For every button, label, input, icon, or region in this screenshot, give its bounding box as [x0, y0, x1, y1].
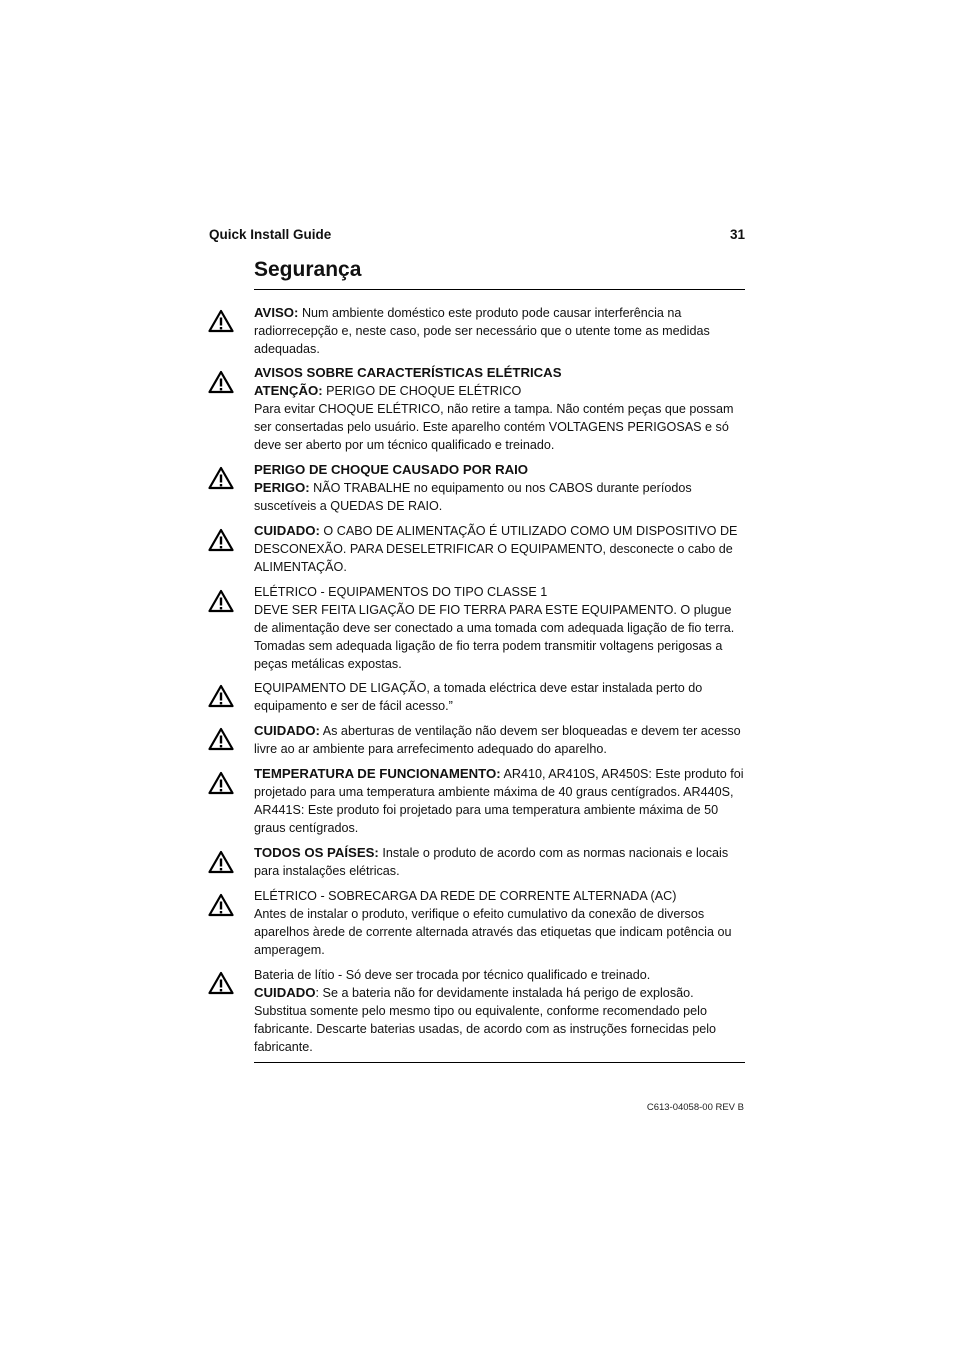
warning-item: [254, 887, 745, 959]
section-title: Segurança: [254, 258, 362, 281]
warning-text: ELÉTRICO - SOBRECARGA DA REDE DE CORRENTE ALTERNADA (AC): [254, 889, 677, 903]
warning-label: PERIGO DE CHOQUE CAUSADO POR RAIO: [254, 462, 529, 477]
title-rule: [254, 289, 745, 290]
warning-text: Bateria de lítio - Só deve ser trocada por técnico qualificado e treinado.: [254, 968, 651, 982]
warning-item: [254, 722, 745, 758]
warning-item: [254, 364, 745, 454]
warning-paragraph: [254, 382, 745, 400]
warning-triangle-icon: [208, 850, 234, 874]
warning-paragraph: [254, 966, 745, 984]
warning-triangle-icon: [208, 309, 234, 333]
warning-triangle-icon: [208, 528, 234, 552]
warning-paragraph: [254, 984, 745, 1056]
warning-text: NÃO TRABALHE no equipamento ou nos CABOS durante períodos suscetíveis a QUEDAS DE RAIO.: [254, 481, 692, 513]
warning-paragraph: [254, 905, 745, 959]
warning-paragraph: [254, 479, 745, 515]
warning-paragraph: [254, 304, 745, 358]
warning-text: O CABO DE ALIMENTAÇÃO É UTILIZADO COMO UM DISPOSITIVO DE DESCONEXÃO. PARA DESELETRIFICAR O EQUIPAMENTO, desconecte o cabo de ALIMENTAÇÃO.: [254, 524, 738, 574]
warning-text: Para evitar CHOQUE ELÉTRICO, não retire a tampa. Não contém peças que possam ser consertadas pelo usuário. Este aparelho contém VOLTAGENS PERIGOSAS e só deve ser aberto por um técnico qualificado e treinado.: [254, 402, 734, 452]
warning-item: [254, 304, 745, 358]
warning-item: [254, 583, 745, 673]
warning-triangle-icon: [208, 971, 234, 995]
warning-paragraph: [254, 583, 745, 601]
warning-paragraph: [254, 400, 745, 454]
warning-label: AVISOS SOBRE CARACTERÍSTICAS ELÉTRICAS: [254, 365, 562, 380]
warning-label: TODOS OS PAÍSES:: [254, 845, 379, 860]
warning-paragraph: [254, 722, 745, 758]
warning-item: [254, 679, 745, 715]
warning-text: Num ambiente doméstico este produto pode causar interferência na radiorrecepção e, neste caso, pode ser necessário que o utente tome as medidas adequadas.: [254, 306, 710, 356]
warning-paragraph: [254, 461, 745, 479]
warning-text: Instale o produto de acordo com as normas nacionais e locais para instalações elétricas.: [254, 846, 729, 878]
warning-label: PERIGO:: [254, 480, 310, 495]
warning-label: CUIDADO:: [254, 723, 320, 738]
document-code: C613-04058-00 REV B: [646, 1102, 744, 1113]
warning-item: [254, 844, 745, 880]
warning-label: TEMPERATURA DE FUNCIONAMENTO:: [254, 766, 501, 781]
warning-text: Antes de instalar o produto, verifique o efeito cumulativo da conexão de diversos aparelhos àrede de corrente alternada através das etiquetas que indicam potência ou amperagem.: [254, 907, 732, 957]
warning-text: As aberturas de ventilação não devem ser bloqueadas e devem ter acesso livre ao ar ambiente para arrefecimento adequado do aparelho.: [254, 724, 741, 756]
warning-paragraph: [254, 522, 745, 576]
warning-triangle-icon: [208, 771, 234, 795]
warning-text: DEVE SER FEITA LIGAÇÃO DE FIO TERRA PARA ESTE EQUIPAMENTO. O plugue de alimentação deve ser conectado a uma tomada com adequada ligação de fio terra. Tomadas sem adequada ligação de fio terra podem transmitir voltagens perigosas a peças metálicas expostas.: [254, 603, 735, 671]
warning-label: CUIDADO:: [254, 523, 320, 538]
warning-triangle-icon: [208, 466, 234, 490]
warning-triangle-icon: [208, 684, 234, 708]
warning-triangle-icon: [208, 893, 234, 917]
warning-triangle-icon: [208, 370, 234, 394]
warning-item: [254, 522, 745, 576]
warning-item: [254, 966, 745, 1056]
warning-item: [254, 765, 745, 837]
warning-item: [254, 461, 745, 515]
warning-text: AR410, AR410S, AR450S: Este produto foi projetado para uma temperatura ambiente máxima de 40 graus centígrados. AR440S, AR441S: Este produto foi projetado para uma temperatura ambiente máxima de 50 graus centígrados.: [254, 767, 744, 835]
warning-text: PERIGO DE CHOQUE ELÉTRICO: [322, 384, 522, 398]
page-header: [209, 227, 745, 247]
warning-paragraph: [254, 364, 745, 382]
warning-triangle-icon: [208, 727, 234, 751]
warning-label: CUIDADO: [254, 985, 316, 1000]
warning-paragraph: [254, 679, 745, 715]
warning-paragraph: [254, 765, 745, 837]
warning-text: EQUIPAMENTO DE LIGAÇÃO, a tomada eléctrica deve estar instalada perto do equipamento e ser de fácil acesso.”: [254, 681, 703, 713]
warning-paragraph: [254, 601, 745, 673]
guide-title: Quick Install Guide: [209, 227, 332, 242]
warning-label: AVISO:: [254, 305, 299, 320]
warning-triangle-icon: [208, 589, 234, 613]
warning-label: ATENÇÃO:: [254, 383, 323, 398]
warning-paragraph: [254, 887, 745, 905]
bottom-rule: [254, 1062, 745, 1063]
warning-paragraph: [254, 844, 745, 880]
warning-text: ELÉTRICO - EQUIPAMENTOS DO TIPO CLASSE 1: [254, 585, 548, 599]
page-number: 31: [729, 227, 745, 242]
warning-text: : Se a bateria não for devidamente instalada há perigo de explosão. Substitua somente pelo mesmo tipo ou equivalente, conforme recomendado pelo fabricante. Descarte baterias usadas, de acordo com as instruções fornecidas pelo fabricante.: [254, 986, 717, 1054]
